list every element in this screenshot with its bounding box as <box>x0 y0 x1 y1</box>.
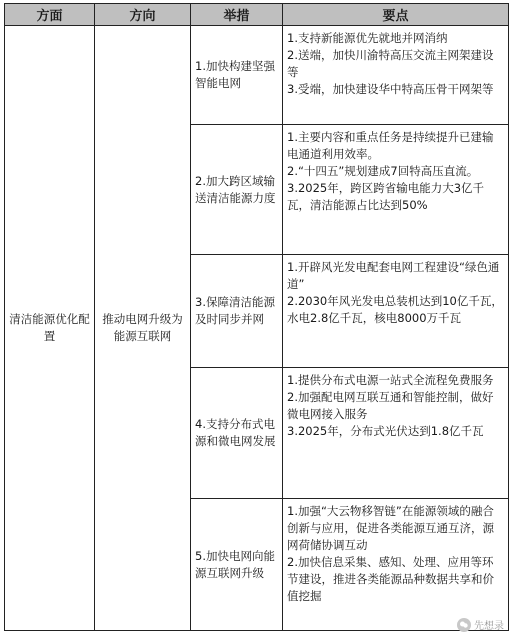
measure-cell: 2.加大跨区域输送清洁能源力度 <box>191 125 283 255</box>
measure-cell: 1.加快构建坚强智能电网 <box>191 26 283 125</box>
point-item: 2.2030年风光发电总装机达到10亿千瓦，水电2.8亿千瓦，核电8000万千瓦 <box>287 294 503 325</box>
point-item: 1.主要内容和重点任务是持续提升已建输电通道利用效率。 <box>287 130 494 161</box>
point-item: 1.开辟风光发电配套电网工程建设“绿色通道” <box>287 260 500 291</box>
points-cell <box>283 255 509 368</box>
point-item: 2.“十四五”规划建成7回特高压直流。 <box>287 164 479 178</box>
aspect-cell: 清洁能源优化配置 <box>5 26 95 631</box>
point-item: 1.提供分布式电源一站式全流程免费服务 <box>287 373 494 387</box>
point-item: 2.加强配电网互联互通和智能控制，做好微电网接入服务 <box>287 390 494 421</box>
points-cell <box>283 368 509 499</box>
point-item: 1.加强“大云物移智链”在能源领域的融合创新与应用，促进各类能源互通互济，源网荷储协调互动 <box>287 504 494 552</box>
point-item: 3.2025年，跨区跨省输电能力大3亿千瓦，清洁能源占比达到50% <box>287 181 485 212</box>
watermark-text: 先想录 <box>474 621 504 632</box>
point-item: 2.加快信息采集、感知、处理、应用等环节建设，推进各类能源品种数据共享和价值挖掘 <box>287 555 494 603</box>
policy-table <box>4 3 509 631</box>
header-row <box>5 4 509 26</box>
point-item: 3.受端，加快建设华中特高压骨干网架等 <box>287 82 494 96</box>
measure-cell: 3.保障清洁能源及时同步并网 <box>191 255 283 368</box>
point-item: 1.支持新能源优先就地并网消纳 <box>287 31 448 45</box>
points-cell <box>283 125 509 255</box>
measure-cell: 4.支持分布式电源和微电网发展 <box>191 368 283 499</box>
header-direction: 方向 <box>95 4 191 26</box>
points-cell <box>283 26 509 125</box>
header-measure: 举措 <box>191 4 283 26</box>
measure-cell: 5.加快电网向能源互联网升级 <box>191 499 283 631</box>
points-cell <box>283 499 509 631</box>
direction-cell: 推动电网升级为能源互联网 <box>95 26 191 631</box>
point-item: 3.2025年，分布式光伏达到1.8亿千瓦 <box>287 424 484 438</box>
table-row <box>5 26 509 125</box>
watermark <box>457 617 504 632</box>
point-item: 2.送端，加快川渝特高压交流主网架建设等 <box>287 48 494 79</box>
wechat-icon <box>457 618 471 632</box>
header-aspect: 方面 <box>5 4 95 26</box>
header-points: 要点 <box>283 4 509 26</box>
